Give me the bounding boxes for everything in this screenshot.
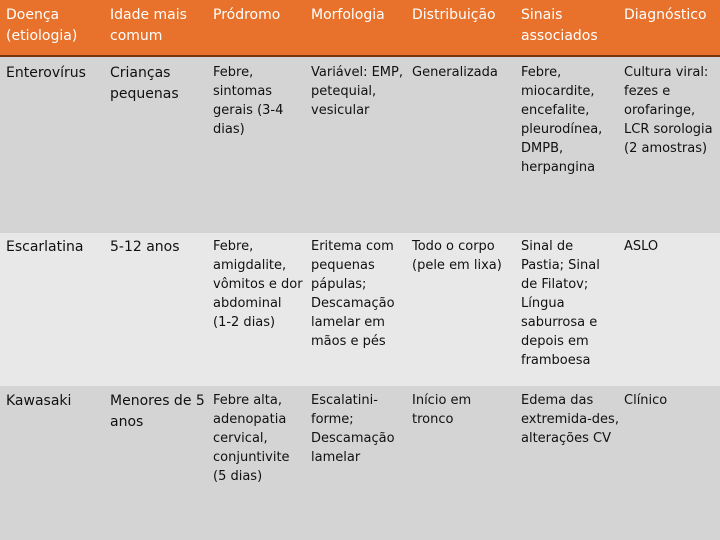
cell-distribution: Todo o corpo (pele em lixa): [412, 239, 502, 273]
cell-morphology: Escalatini-forme; Descamação lamelar: [311, 393, 395, 465]
header-age: Idade mais comum: [110, 7, 187, 44]
header-morphology: Morfologia: [311, 7, 385, 23]
header-prodrome: Pródromo: [213, 7, 281, 23]
cell-age: 5-12 anos: [110, 239, 180, 255]
cell-prodrome: Febre, sintomas gerais (3-4 dias): [213, 65, 284, 137]
header-row: [0, 0, 720, 56]
header-disease: Doença (etiologia): [6, 7, 78, 44]
cell-disease: Escarlatina: [6, 239, 84, 255]
header-diagnosis: Diagnóstico: [624, 7, 707, 23]
cell-morphology: Eritema com pequenas pápulas; Descamação lamelar em mãos e pés: [311, 239, 395, 349]
table-row: [0, 233, 720, 386]
cell-prodrome: Febre alta, adenopatia cervical, conjuntivite (5 dias): [213, 393, 290, 484]
cell-disease: Enterovírus: [6, 65, 86, 81]
header-signs: Sinais associados: [521, 7, 598, 44]
cell-signs: Edema das extremida-des, alterações CV: [521, 393, 619, 446]
cell-age: Crianças pequenas: [110, 65, 179, 102]
cell-age: Menores de 5 anos: [110, 393, 205, 430]
cell-disease: Kawasaki: [6, 393, 72, 409]
table-row: [0, 386, 720, 540]
cell-diagnosis: Clínico: [624, 393, 668, 408]
cell-morphology: Variável: EMP, petequial, vesicular: [311, 65, 403, 118]
cell-prodrome: Febre, amigdalite, vômitos e dor abdominal (1-2 dias): [213, 239, 303, 330]
cell-distribution: Início em tronco: [412, 393, 472, 427]
header-distribution: Distribuição: [412, 7, 496, 23]
cell-signs: Sinal de Pastia; Sinal de Filatov; Língua saburrosa e depois em framboesa: [521, 239, 600, 368]
cell-diagnosis: ASLO: [624, 239, 659, 254]
cell-distribution: Generalizada: [412, 65, 498, 80]
cell-diagnosis: Cultura viral: fezes e orofaringe, LCR sorologia (2 amostras): [624, 65, 713, 156]
cell-signs: Febre, miocardite, encefalite, pleurodínea, DMPB, herpangina: [521, 65, 603, 175]
table-row: [0, 57, 720, 233]
